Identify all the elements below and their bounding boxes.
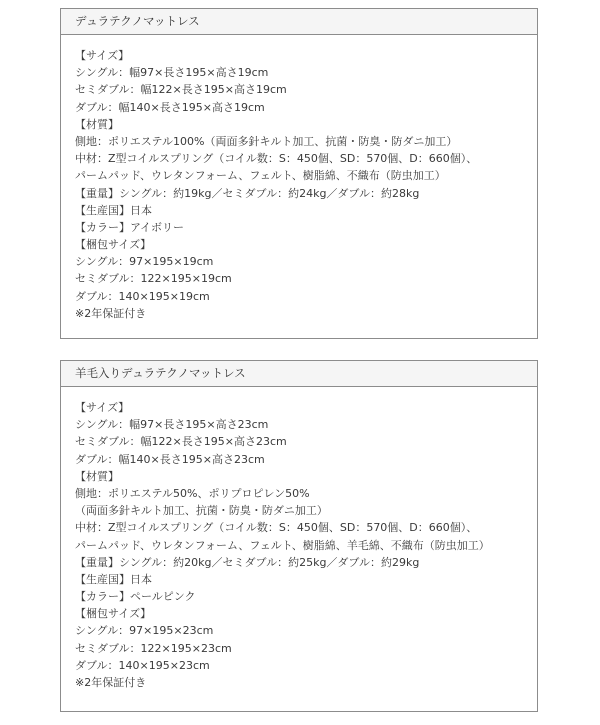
spec-line-size-semi-double: セミダブル：幅122×長さ195×高さ19cm [75,83,287,97]
spec-line-size-double: ダブル：幅140×長さ195×高さ23cm [75,452,265,466]
spec-line-package-double: ダブル：140×195×19cm [75,289,210,303]
spec-line-weight: 【重量】シングル：約19kg／セミダブル：約24kg／ダブル：約28kg [75,186,420,200]
spec-line-material-heading: 【材質】 [75,117,119,131]
spec-line-weight: 【重量】シングル：約20kg／セミダブル：約25kg／ダブル：約29kg [75,555,420,569]
spec-line-color: 【カラー】アイボリー [75,220,185,234]
spec-line-size-single: シングル：幅97×長さ195×高さ23cm [75,418,269,432]
spec-line-package-heading: 【梱包サイズ】 [75,607,152,621]
spec-box-wool-dura-techno-mattress [60,360,538,712]
spec-line-size-heading: 【サイズ】 [75,401,130,414]
spec-line-size-heading: 【サイズ】 [75,49,130,62]
spec-line-package-single: シングル：97×195×19cm [75,255,214,269]
spec-line-material-heading: 【材質】 [75,469,119,483]
spec-line-material-filling-cont: パームパッド、ウレタンフォーム、フェルト、樹脂綿、羊毛綿、不織布（防虫加工） [75,538,490,552]
spec-line-color: 【カラー】ペールピンク [75,590,196,604]
spec-list [61,387,537,691]
spec-box-title: 羊毛入りデュラテクノマットレス [61,361,537,387]
spec-line-origin: 【生産国】日本 [75,572,152,586]
spec-line-package-double: ダブル：140×195×23cm [75,658,210,672]
spec-line-origin: 【生産国】日本 [75,203,152,217]
spec-line-warranty: ※2年保証付き [75,306,147,320]
spec-line-size-double: ダブル：幅140×長さ195×高さ19cm [75,100,265,114]
spec-line-material-cover: 側地：ポリエステル100%（両面多針キルト加工、抗菌・防臭・防ダニ加工） [75,134,458,148]
spec-box-dura-techno-mattress [60,8,538,339]
spec-line-size-single: シングル：幅97×長さ195×高さ19cm [75,66,269,80]
spec-line-package-heading: 【梱包サイズ】 [75,238,152,252]
spec-line-package-single: シングル：97×195×23cm [75,624,214,638]
spec-line-material-filling: 中材：Z型コイルスプリング（コイル数：S：450個、SD：570個、D：660個）、 [75,521,478,535]
spec-line-material-cover: 側地：ポリエステル50%、ポリプロピレン50% [75,486,310,500]
spec-line-package-semi-double: セミダブル：122×195×23cm [75,641,232,655]
spec-line-material-filling: 中材：Z型コイルスプリング（コイル数：S：450個、SD：570個、D：660個）、 [75,152,478,166]
spec-line-material-cover-cont: （両面多針キルト加工、抗菌・防臭・防ダニ加工） [75,504,328,518]
spec-line-package-semi-double: セミダブル：122×195×19cm [75,272,232,286]
spec-line-size-semi-double: セミダブル：幅122×長さ195×高さ23cm [75,435,287,449]
spec-line-material-filling-cont: パームパッド、ウレタンフォーム、フェルト、樹脂綿、不織布（防虫加工） [75,169,446,183]
spec-line-warranty: ※2年保証付き [75,676,147,689]
spec-box-title: デュラテクノマットレス [61,9,537,35]
spec-list [61,35,537,322]
